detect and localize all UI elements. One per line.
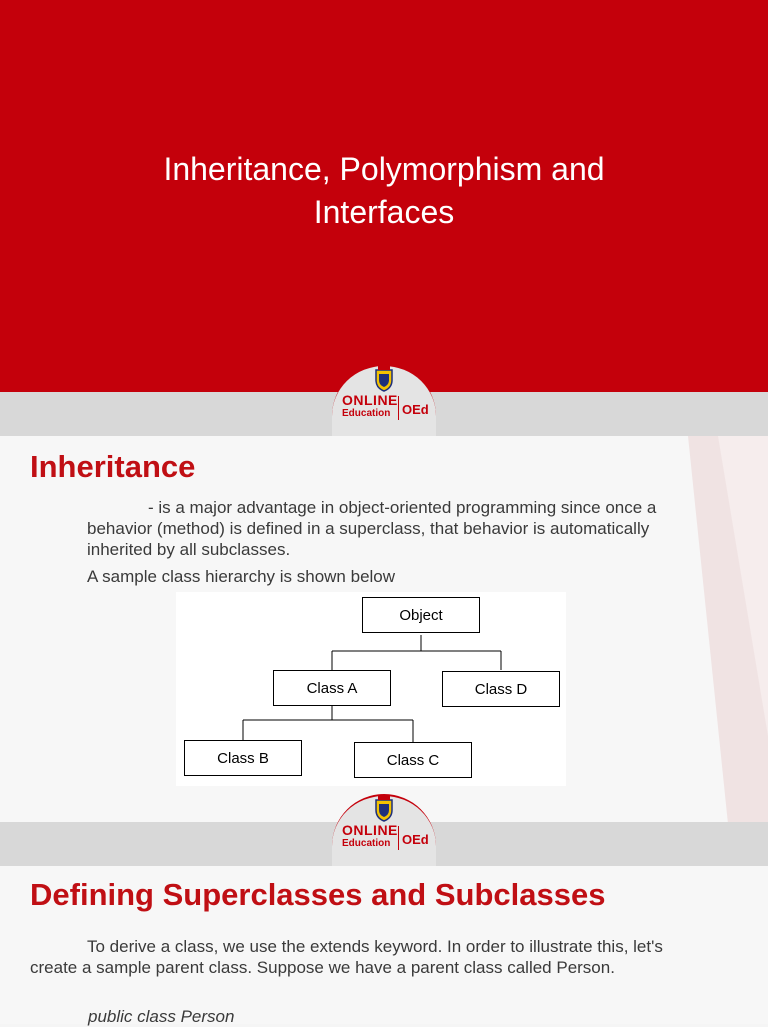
crest-icon <box>374 366 394 392</box>
title-slide <box>0 0 768 392</box>
online-education-logo <box>338 796 434 860</box>
corner-decoration <box>668 436 768 824</box>
class-c-node: Class C <box>354 742 472 778</box>
logo-divider <box>398 826 399 850</box>
logo-online: ONLINE <box>342 822 398 838</box>
logo-education: Education <box>342 838 391 849</box>
logo-education: Education <box>342 408 391 419</box>
logo-online: ONLINE <box>342 392 398 408</box>
online-education-logo <box>338 366 434 430</box>
slide-title: Inheritance, Polymorphism and Interfaces <box>163 151 605 230</box>
class-d-node: Class D <box>442 671 560 707</box>
object-node: Object <box>362 597 480 633</box>
class-b-node: Class B <box>184 740 302 776</box>
crest-icon <box>374 796 394 822</box>
inheritance-heading: Inheritance <box>30 449 196 484</box>
logo-oed: OEd <box>402 832 429 847</box>
superclasses-paragraph: To derive a class, we use the extends keyword. In order to illustrate this, let's create a sample parent class. Suppose we have a parent class called Person. <box>30 937 663 977</box>
logo-divider <box>398 396 399 420</box>
sample-line: A sample class hierarchy is shown below <box>87 567 396 586</box>
inheritance-paragraph: - is a major advantage in object-oriented programming since once a behavior (method) is defined in a superclass, that behavior is automatically inherited by all subclasses. <box>87 498 657 559</box>
class-hierarchy-diagram <box>176 592 566 786</box>
superclasses-heading: Defining Superclasses and Subclasses <box>30 877 606 912</box>
code-line: public class Person <box>88 1007 235 1026</box>
class-a-node: Class A <box>273 670 391 706</box>
logo-oed: OEd <box>402 402 429 417</box>
